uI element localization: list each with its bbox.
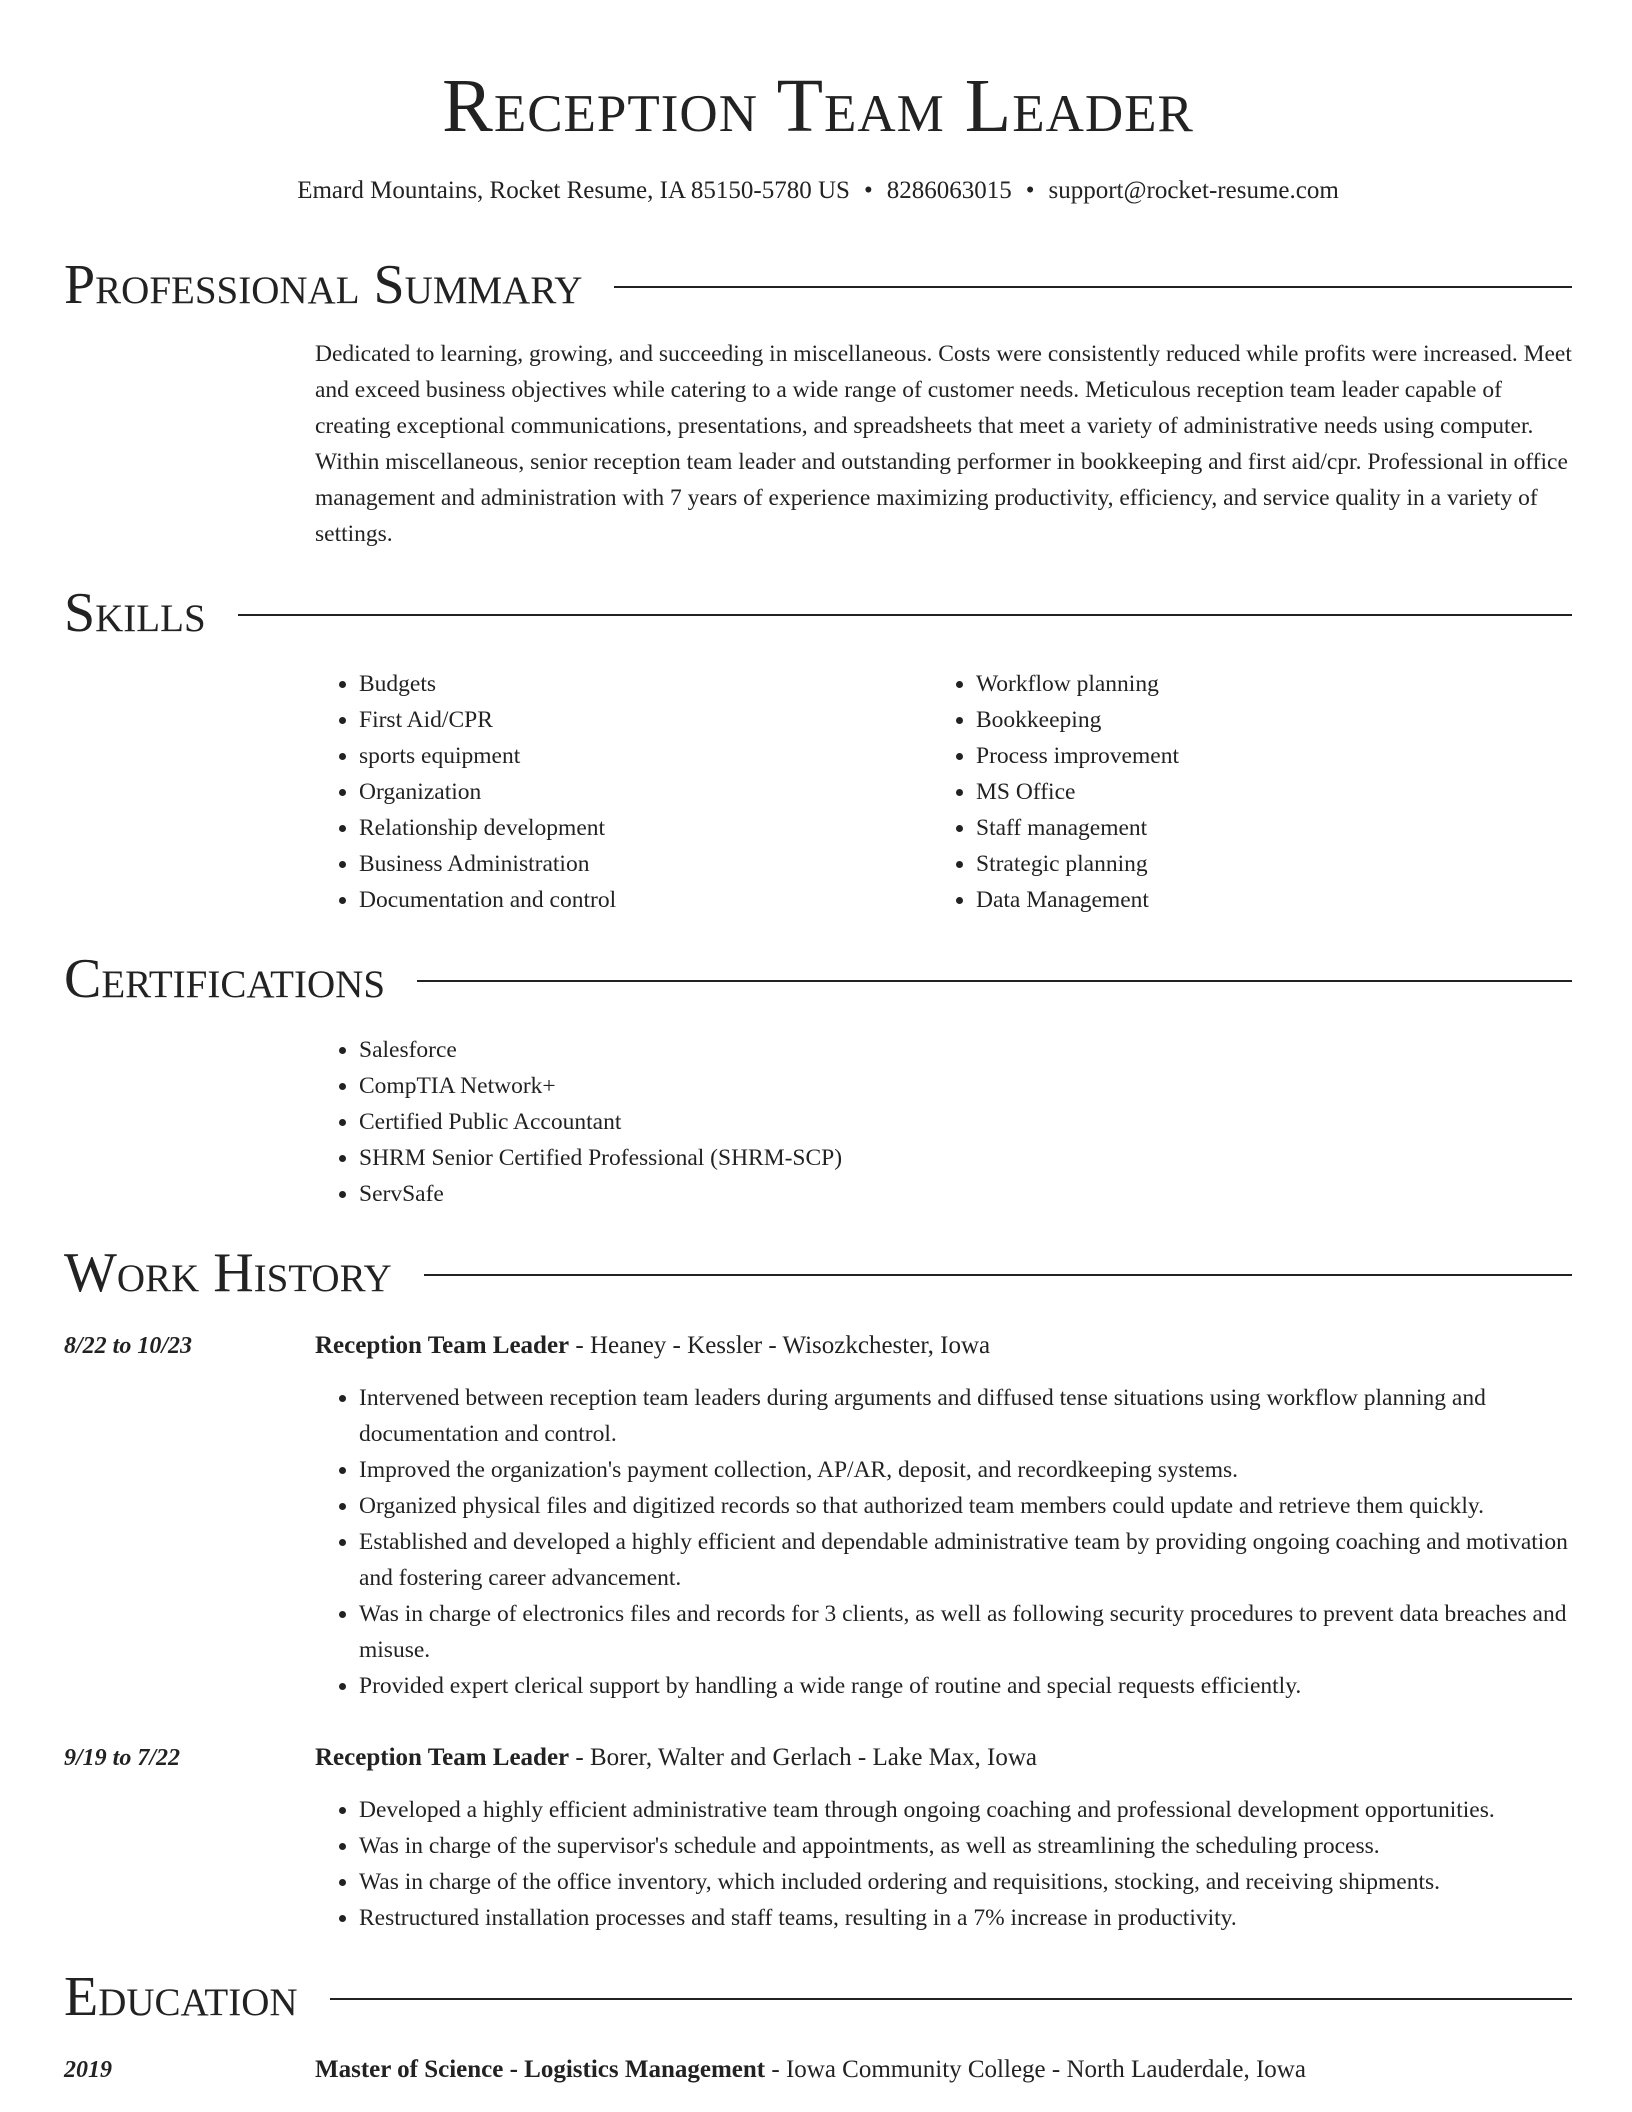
education-entry [64, 2052, 1572, 2088]
skill-item: • Relationship development [359, 810, 932, 846]
work-company: - Heaney - Kessler - Wisozkchester, Iowa [569, 1332, 991, 1359]
skill-item: • Bookkeeping [976, 702, 1549, 738]
work-company: - Borer, Walter and Gerlach - Lake Max, Iowa [569, 1744, 1037, 1771]
section-divider [330, 1998, 1572, 2000]
work-bullet: • Established and developed a highly efficient and dependable administrative team by providing ongoing coaching and motivation and fostering career advancement. [359, 1524, 1572, 1596]
skill-item: • Strategic planning [976, 846, 1549, 882]
skills-column-right [932, 666, 1549, 918]
skill-item: • Staff management [976, 810, 1549, 846]
work-bullet: • Developed a highly efficient administrative team through ongoing coaching and professional development opportunities. [359, 1792, 1572, 1828]
skill-item: • Organization [359, 774, 932, 810]
contact-email: support@rocket-resume.com [1048, 177, 1339, 204]
certification-item: • Certified Public Accountant [359, 1104, 1572, 1140]
skill-item: • Data Management [976, 882, 1549, 918]
work-bullet: • Was in charge of the office inventory, which included ordering and requisitions, stocking, and receiving shipments. [359, 1864, 1572, 1900]
work-role: Reception Team Leader [315, 1332, 570, 1359]
skill-item: • First Aid/CPR [359, 702, 932, 738]
skill-item: • Budgets [359, 666, 932, 702]
skill-item: • Documentation and control [359, 882, 932, 918]
skill-item: • sports equipment [359, 738, 932, 774]
resume-page [64, 0, 1572, 2088]
section-divider [614, 286, 1572, 288]
certification-item: • Salesforce [359, 1032, 1572, 1068]
education-year: 2019 [64, 2057, 112, 2083]
work-bullet: • Provided expert clerical support by handling a wide range of routine and special requests efficiently. [359, 1668, 1572, 1704]
work-entry [64, 1740, 1572, 1936]
contact-separator: • [1025, 177, 1035, 204]
certification-item: • CompTIA Network+ [359, 1068, 1572, 1104]
certification-item: • ServSafe [359, 1176, 1572, 1212]
skill-item: • MS Office [976, 774, 1549, 810]
section-title-education: Education [64, 1966, 298, 2028]
section-header-work [64, 1240, 1572, 1306]
skill-item: • Business Administration [359, 846, 932, 882]
work-bullet: • Organized physical files and digitized records so that authorized team members could update and retrieve them quickly. [359, 1488, 1572, 1524]
work-dates: 9/19 to 7/22 [64, 1745, 181, 1771]
skill-item: • Workflow planning [976, 666, 1549, 702]
work-dates: 8/22 to 10/23 [64, 1333, 193, 1359]
work-bullet: • Improved the organization's payment collection, AP/AR, deposit, and recordkeeping systems. [359, 1452, 1572, 1488]
work-bullet: • Was in charge of electronics files and records for 3 clients, as well as following security procedures to prevent data breaches and misuse. [359, 1596, 1572, 1668]
work-bullet: • Intervened between reception team leaders during arguments and diffused tense situations using workflow planning and documentation and control. [359, 1380, 1572, 1452]
contact-separator: • [863, 177, 873, 204]
section-header-summary [64, 252, 1572, 318]
work-bullet: • Restructured installation processes and staff teams, resulting in a 7% increase in productivity. [359, 1900, 1572, 1936]
work-bullet: • Was in charge of the supervisor's schedule and appointments, as well as streamlining the scheduling process. [359, 1828, 1572, 1864]
section-header-education [64, 1964, 1572, 2030]
section-header-skills [64, 580, 1572, 646]
section-title-skills: Skills [64, 582, 206, 644]
certifications-list [315, 1032, 1572, 1212]
section-divider [238, 614, 1572, 616]
work-entry [64, 1328, 1572, 1704]
work-role: Reception Team Leader [315, 1744, 570, 1771]
skill-item: • Process improvement [976, 738, 1549, 774]
work-heading [315, 1740, 1572, 1776]
section-header-certifications [64, 946, 1572, 1012]
contact-phone: 8286063015 [886, 177, 1012, 204]
contact-line [64, 174, 1572, 208]
education-school: - Iowa Community College - North Lauderdale, Iowa [765, 2056, 1306, 2083]
contact-address: Emard Mountains, Rocket Resume, IA 85150-5780 US [297, 177, 850, 204]
section-title-summary: Professional Summary [64, 254, 583, 316]
skills-column-left [315, 666, 932, 918]
section-title-certifications: Certifications [64, 948, 386, 1010]
education-heading [315, 2052, 1572, 2088]
section-divider [424, 1274, 1572, 1276]
certification-item: • SHRM Senior Certified Professional (SHRM-SCP) [359, 1140, 1572, 1176]
education-degree: Master of Science - Logistics Management [315, 2056, 766, 2083]
skills-list [315, 666, 1572, 918]
page-title: Reception Team Leader [442, 64, 1194, 148]
summary-text: Dedicated to learning, growing, and succeeding in miscellaneous. Costs were consistently reduced while profits were increased. Meet and exceed business objectives while catering to a wide range of customer needs. Meticulous reception team leader capable of creating exceptional communications, presentations, and spreadsheets that meet a variety of administrative needs using computer. Within miscellaneous, senior reception team leader and outstanding performer in bookkeeping and first aid/cpr. Professional in office management and administration with 7 years of experience maximizing productivity, efficiency, and service quality in a variety of settings. [315, 341, 1572, 547]
section-divider [417, 980, 1572, 982]
section-title-work: Work History [64, 1242, 392, 1304]
work-heading [315, 1328, 1572, 1364]
